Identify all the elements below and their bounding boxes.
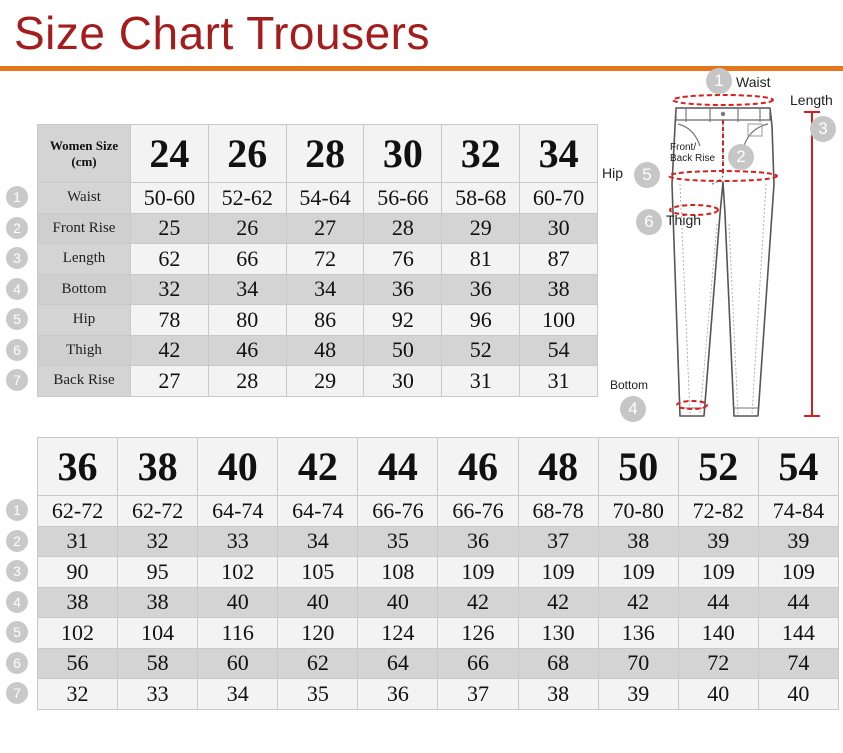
table-cell: 86 [286, 305, 364, 336]
table-cell: 42 [438, 587, 518, 618]
length-badge: 3 [810, 116, 836, 142]
measurement-label: Bottom [38, 274, 131, 305]
measurement-label: Hip [38, 305, 131, 336]
table-cell: 38 [38, 587, 118, 618]
table-cell: 39 [598, 679, 678, 710]
table-cell: 35 [278, 679, 358, 710]
table-cell: 25 [131, 213, 209, 244]
table-cell: 36 [364, 274, 442, 305]
measurement-label: Length [38, 244, 131, 275]
table-cell: 109 [598, 557, 678, 588]
size-heading: 50 [598, 438, 678, 496]
table-cell: 31 [38, 526, 118, 557]
size-heading: 54 [758, 438, 838, 496]
table-cell: 29 [442, 213, 520, 244]
hip-badge: 5 [634, 162, 660, 188]
table-cell: 108 [358, 557, 438, 588]
table-cell: 35 [358, 526, 438, 557]
table-row [38, 618, 839, 649]
table-cell: 58-68 [442, 183, 520, 214]
size-heading: 32 [442, 125, 520, 183]
table-row [38, 557, 839, 588]
row-number-badge: 6 [6, 652, 28, 674]
table-cell: 30 [364, 366, 442, 397]
table-cell: 64-74 [198, 496, 278, 527]
size-header-row [38, 125, 598, 183]
table-cell: 70 [598, 648, 678, 679]
table-cell: 80 [208, 305, 286, 336]
table-cell: 66-76 [438, 496, 518, 527]
table-cell: 56 [38, 648, 118, 679]
table-cell: 32 [38, 679, 118, 710]
table-cell: 54-64 [286, 183, 364, 214]
table-cell: 50 [364, 335, 442, 366]
table-cell: 109 [438, 557, 518, 588]
page-title: Size Chart Trousers [14, 7, 430, 59]
table-row [38, 335, 598, 366]
row-number-badge: 4 [6, 591, 28, 613]
size-heading: 44 [358, 438, 438, 496]
table-cell: 78 [131, 305, 209, 336]
table-cell: 34 [208, 274, 286, 305]
table-cell: 92 [364, 305, 442, 336]
measurement-label: Waist [38, 183, 131, 214]
table-cell: 26 [208, 213, 286, 244]
table-cell: 42 [598, 587, 678, 618]
row-number-badge: 2 [6, 217, 28, 239]
table-cell: 120 [278, 618, 358, 649]
length-label: Length [790, 92, 833, 108]
table-cell: 27 [286, 213, 364, 244]
table-row [38, 496, 839, 527]
table-cell: 54 [520, 335, 598, 366]
row-number-badge: 3 [6, 247, 28, 269]
size-heading: 42 [278, 438, 358, 496]
table-cell: 44 [758, 587, 838, 618]
row-number-badge: 1 [6, 499, 28, 521]
table-cell: 66 [208, 244, 286, 275]
table-cell: 68-78 [518, 496, 598, 527]
table-cell: 62 [131, 244, 209, 275]
table-cell: 34 [286, 274, 364, 305]
table-cell: 40 [198, 587, 278, 618]
table-cell: 72 [678, 648, 758, 679]
thigh-label: Thigh [666, 212, 702, 228]
table-cell: 60 [198, 648, 278, 679]
table-cell: 42 [518, 587, 598, 618]
row-number-badge: 2 [6, 530, 28, 552]
table-cell: 28 [208, 366, 286, 397]
table-cell: 66 [438, 648, 518, 679]
bottom-badge: 4 [620, 396, 646, 422]
table-cell: 68 [518, 648, 598, 679]
table-cell: 38 [118, 587, 198, 618]
table-row [38, 305, 598, 336]
table-cell: 72-82 [678, 496, 758, 527]
waist-badge: 1 [706, 68, 732, 94]
table-cell: 96 [442, 305, 520, 336]
size-heading: 26 [208, 125, 286, 183]
table-cell: 36 [438, 526, 518, 557]
table-cell: 34 [278, 526, 358, 557]
table-cell: 40 [678, 679, 758, 710]
row-number-badge: 6 [6, 339, 28, 361]
table-cell: 102 [198, 557, 278, 588]
table-cell: 28 [364, 213, 442, 244]
table-cell: 40 [758, 679, 838, 710]
size-table-large [37, 437, 839, 710]
waist-label: Waist [736, 74, 771, 90]
hip-label: Hip [602, 165, 624, 181]
table-cell: 46 [208, 335, 286, 366]
table-cell: 62 [278, 648, 358, 679]
size-header-label: Women Size (cm) [38, 125, 131, 183]
table-cell: 90 [38, 557, 118, 588]
table-cell: 38 [598, 526, 678, 557]
row-number-badge: 7 [6, 369, 28, 391]
table-cell: 64 [358, 648, 438, 679]
table-cell: 37 [518, 526, 598, 557]
thigh-badge: 6 [636, 209, 662, 235]
size-heading: 46 [438, 438, 518, 496]
size-heading: 30 [364, 125, 442, 183]
table-row [38, 244, 598, 275]
table-row [38, 274, 598, 305]
table-cell: 29 [286, 366, 364, 397]
measurement-label: Thigh [38, 335, 131, 366]
trouser-diagram [598, 64, 843, 434]
table-cell: 30 [520, 213, 598, 244]
table-cell: 31 [442, 366, 520, 397]
table-row [38, 648, 839, 679]
table-cell: 109 [758, 557, 838, 588]
table-cell: 136 [598, 618, 678, 649]
table-cell: 48 [286, 335, 364, 366]
size-heading: 40 [198, 438, 278, 496]
table-cell: 130 [518, 618, 598, 649]
size-header-row [38, 438, 839, 496]
table-cell: 40 [358, 587, 438, 618]
row-number-badge: 5 [6, 621, 28, 643]
size-table-small [37, 124, 598, 397]
row-number-badge: 3 [6, 560, 28, 582]
table-cell: 74-84 [758, 496, 838, 527]
table-cell: 42 [131, 335, 209, 366]
size-heading: 28 [286, 125, 364, 183]
size-heading: 36 [38, 438, 118, 496]
table-cell: 140 [678, 618, 758, 649]
table-cell: 109 [518, 557, 598, 588]
table-cell: 144 [758, 618, 838, 649]
size-heading: 48 [518, 438, 598, 496]
size-heading: 38 [118, 438, 198, 496]
table-cell: 72 [286, 244, 364, 275]
table-row [38, 587, 839, 618]
table-cell: 32 [118, 526, 198, 557]
table-cell: 36 [358, 679, 438, 710]
table-cell: 95 [118, 557, 198, 588]
size-heading: 52 [678, 438, 758, 496]
size-heading: 34 [520, 125, 598, 183]
table-cell: 36 [442, 274, 520, 305]
table-row [38, 183, 598, 214]
table-cell: 126 [438, 618, 518, 649]
table-cell: 109 [678, 557, 758, 588]
row-number-badge: 1 [6, 186, 28, 208]
table-cell: 34 [198, 679, 278, 710]
table-cell: 102 [38, 618, 118, 649]
measurement-label: Back Rise [38, 366, 131, 397]
table-cell: 44 [678, 587, 758, 618]
table-cell: 40 [278, 587, 358, 618]
table-cell: 124 [358, 618, 438, 649]
row-number-badge: 5 [6, 308, 28, 330]
table-cell: 104 [118, 618, 198, 649]
table-cell: 62-72 [118, 496, 198, 527]
table-cell: 37 [438, 679, 518, 710]
size-heading: 24 [131, 125, 209, 183]
table-cell: 105 [278, 557, 358, 588]
table-row [38, 213, 598, 244]
rise-label: Front/ Back Rise [670, 142, 716, 164]
table-cell: 58 [118, 648, 198, 679]
table-row [38, 366, 598, 397]
table-cell: 27 [131, 366, 209, 397]
table-row [38, 679, 839, 710]
row-number-badge: 7 [6, 682, 28, 704]
table-cell: 66-76 [358, 496, 438, 527]
bottom-label: Bottom [610, 378, 649, 392]
table-cell: 64-74 [278, 496, 358, 527]
table-cell: 31 [520, 366, 598, 397]
table-cell: 74 [758, 648, 838, 679]
table-cell: 76 [364, 244, 442, 275]
table-cell: 70-80 [598, 496, 678, 527]
table-cell: 52 [442, 335, 520, 366]
table-cell: 33 [198, 526, 278, 557]
table-cell: 38 [518, 679, 598, 710]
table-cell: 116 [198, 618, 278, 649]
table-cell: 39 [758, 526, 838, 557]
table-cell: 32 [131, 274, 209, 305]
row-number-badge: 4 [6, 278, 28, 300]
table-cell: 100 [520, 305, 598, 336]
table-cell: 62-72 [38, 496, 118, 527]
table-cell: 52-62 [208, 183, 286, 214]
table-cell: 33 [118, 679, 198, 710]
table-cell: 56-66 [364, 183, 442, 214]
table-cell: 87 [520, 244, 598, 275]
table-row [38, 526, 839, 557]
table-cell: 39 [678, 526, 758, 557]
table-cell: 50-60 [131, 183, 209, 214]
rise-badge: 2 [728, 144, 754, 170]
table-cell: 38 [520, 274, 598, 305]
table-cell: 81 [442, 244, 520, 275]
measurement-label: Front Rise [38, 213, 131, 244]
table-cell: 60-70 [520, 183, 598, 214]
